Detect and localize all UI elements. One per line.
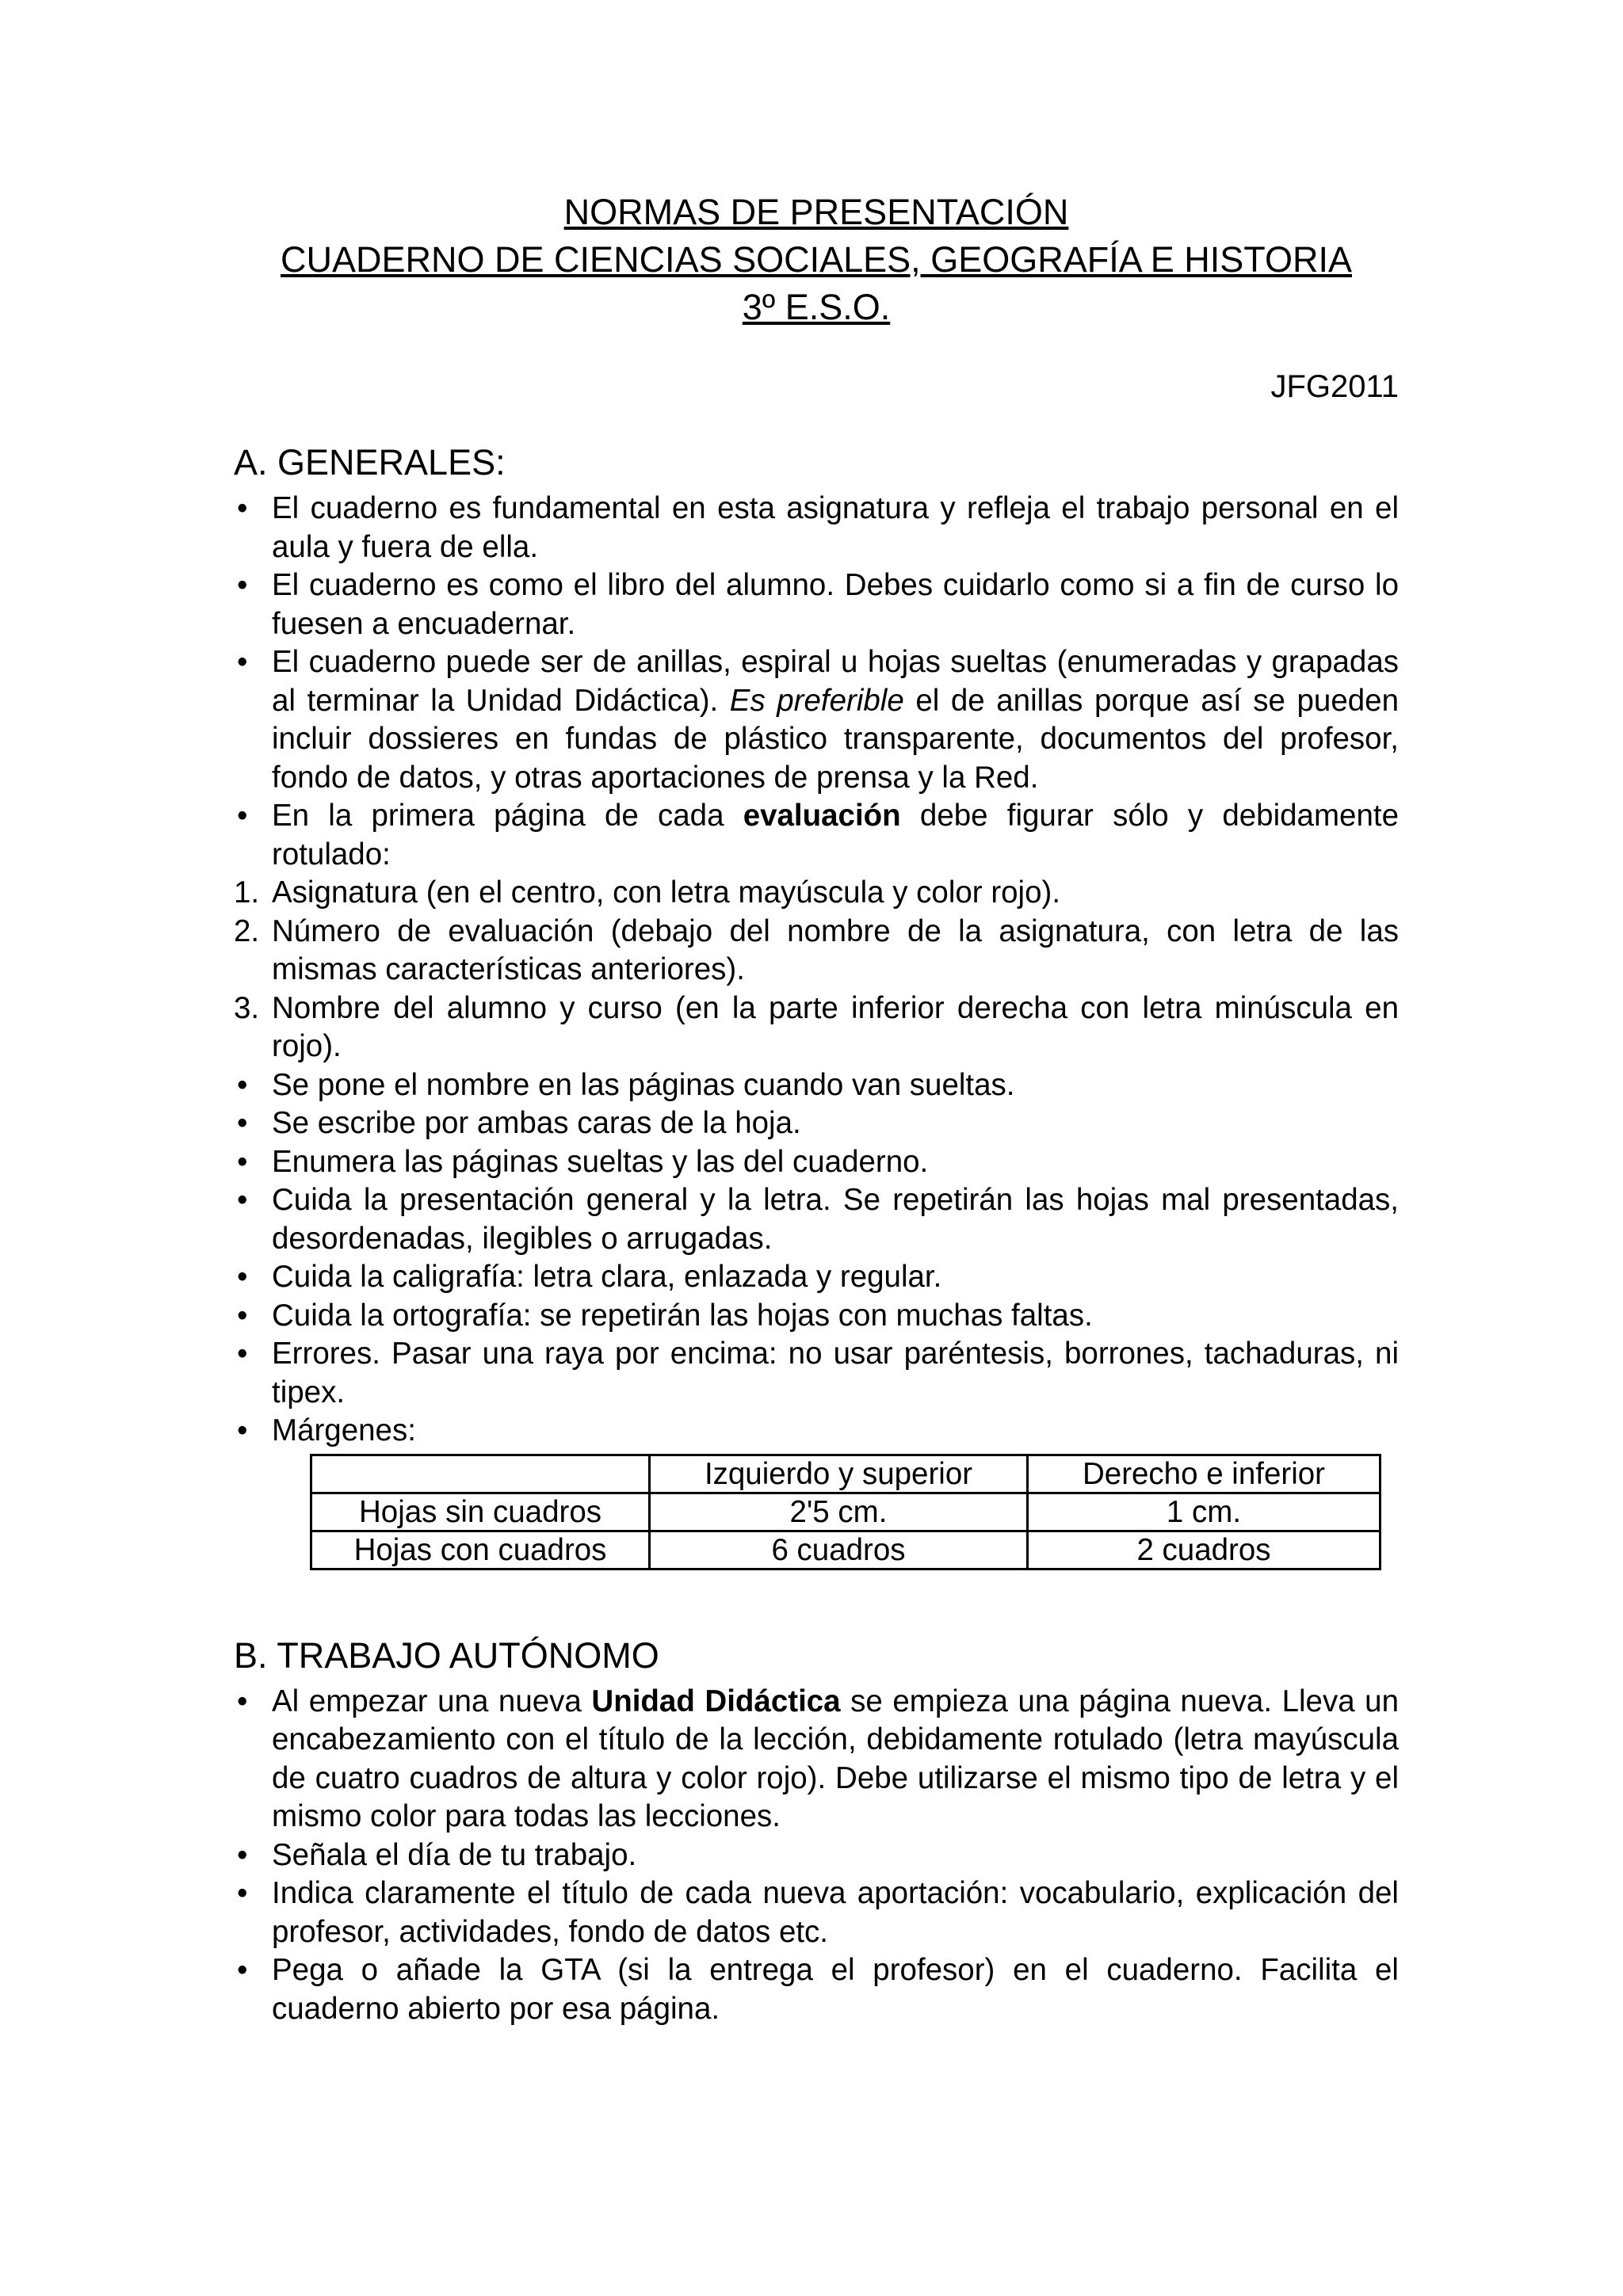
number-marker: 1. — [234, 875, 260, 910]
numbered-item: 1. Asignatura (en el centro, con letra mayúscula y color rojo). — [234, 874, 1399, 913]
bullet-icon: • — [237, 1337, 248, 1371]
list-item: • Enumera las páginas sueltas y las del cuaderno. — [234, 1143, 1399, 1182]
bullet-icon: • — [237, 1183, 248, 1217]
bullet-icon: • — [237, 1413, 248, 1447]
table-header-cell: Derecho e inferior — [1028, 1455, 1381, 1493]
list-item: • Cuida la ortografía: se repetirán las hojas con muchas faltas. — [234, 1297, 1399, 1336]
bullet-icon: • — [237, 1144, 248, 1179]
bullet-icon: • — [237, 568, 248, 602]
number-marker: 2. — [234, 913, 260, 948]
table-header-row — [311, 1455, 1381, 1493]
section-b-heading: B. TRABAJO AUTÓNOMO — [234, 1634, 659, 1676]
list-item: • Pega o añade la GTA (si la entrega el profesor) en el cuaderno. Facilita el cuaderno abierto por esa página. — [237, 1953, 1399, 2026]
title-line-2: CUADERNO DE CIENCIAS SOCIALES, GEOGRAFÍA E HISTORIA — [281, 239, 1352, 280]
bullet-icon: • — [237, 645, 248, 679]
bullet-icon: • — [237, 1953, 248, 1987]
table-header-cell: Izquierdo y superior — [650, 1455, 1028, 1493]
numbered-item: 3. Nombre del alumno y curso (en la parte inferior derecha con letra minúscula en rojo). — [234, 990, 1399, 1063]
margins-table — [310, 1454, 1381, 1570]
bullet-icon: • — [237, 1260, 248, 1294]
section-a-list — [234, 490, 1399, 1451]
list-item: • Cuida la caligrafía: letra clara, enlazada y regular. — [234, 1258, 1399, 1297]
title-line-1: NORMAS DE PRESENTACIÓN — [563, 192, 1069, 232]
list-item: • Márgenes: — [234, 1412, 1399, 1451]
list-item: • Indica claramente el título de cada nueva aportación: vocabulario, explicación del profesor, actividades, fondo de datos etc. — [237, 1876, 1399, 1949]
table-cell: 6 cuadros — [650, 1531, 1028, 1569]
bullet-icon: • — [237, 1067, 248, 1102]
table-cell: Hojas con cuadros — [311, 1531, 650, 1569]
bullet-icon: • — [237, 1837, 248, 1872]
document-title-block — [234, 189, 1399, 331]
table-cell: 2'5 cm. — [650, 1493, 1028, 1531]
number-marker: 3. — [234, 990, 260, 1025]
list-item: • Cuida la presentación general y la letra. Se repetirán las hojas mal presentadas, desordenadas, ilegibles o arrugadas. — [237, 1183, 1399, 1256]
numbered-item: 2. Número de evaluación (debajo del nombre de la asignatura, con letra de las mismas características anteriores). — [234, 913, 1399, 986]
bullet-icon: • — [237, 1876, 248, 1910]
table-row — [311, 1493, 1381, 1531]
section-a-heading: A. GENERALES: — [234, 442, 506, 482]
document-reference: JFG2011 — [1270, 369, 1399, 404]
document-page — [234, 189, 1399, 2028]
table-cell: Hojas sin cuadros — [311, 1493, 650, 1531]
list-item: • El cuaderno es como el libro del alumno. Debes cuidarlo como si a fin de curso lo fuesen a encuadernar. — [237, 568, 1399, 641]
list-item: • Se pone el nombre en las páginas cuando van sueltas. — [234, 1066, 1399, 1105]
bullet-icon: • — [237, 799, 248, 833]
list-item: • Señala el día de tu trabajo. — [234, 1836, 1399, 1875]
title-line-3: 3º E.S.O. — [742, 287, 891, 327]
list-item: • Al empezar una nueva Unidad Didáctica se empieza una página nueva. Lleva un encabezamiento con el título de la lección, debidamente rotulado (letra mayúscula de cuatro cuadros de altura y color rojo). Debe utilizarse el mismo tipo de letra y el mismo color para todas las lecciones. — [237, 1684, 1399, 1833]
section-b-list — [234, 1683, 1399, 2029]
bullet-icon: • — [237, 1106, 248, 1140]
table-cell — [311, 1455, 650, 1493]
list-item: • En la primera página de cada evaluación debe figurar sólo y debidamente rotulado: — [237, 799, 1399, 871]
table-cell: 2 cuadros — [1028, 1531, 1381, 1569]
section-b — [234, 1634, 1399, 2029]
table-row — [311, 1531, 1381, 1569]
table-cell: 1 cm. — [1028, 1493, 1381, 1531]
list-item: • El cuaderno es fundamental en esta asignatura y refleja el trabajo personal en el aula y fuera de ella. — [237, 491, 1399, 564]
list-item: • Se escribe por ambas caras de la hoja. — [234, 1104, 1399, 1143]
list-item: • El cuaderno puede ser de anillas, espiral u hojas sueltas (enumeradas y grapadas al terminar la Unidad Didáctica). Es preferible el de anillas porque así se pueden incluir dossieres en fundas de plástico transparente, documentos del profesor, fondo de datos, y otras aportaciones de prensa y la Red. — [237, 645, 1399, 795]
bullet-icon: • — [237, 491, 248, 525]
bullet-icon: • — [237, 1298, 248, 1333]
list-item: • Errores. Pasar una raya por encima: no usar paréntesis, borrones, tachaduras, ni tipex. — [237, 1337, 1399, 1409]
bullet-icon: • — [237, 1684, 248, 1718]
